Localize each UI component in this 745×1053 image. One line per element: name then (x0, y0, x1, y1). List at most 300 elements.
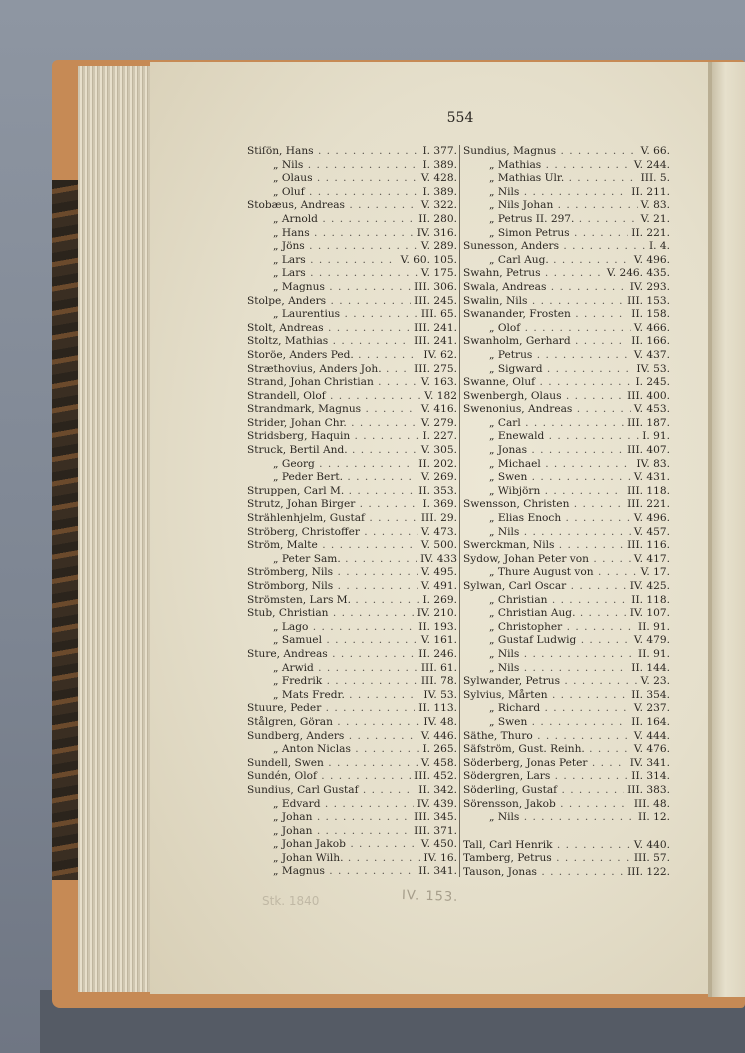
index-entry (247, 254, 457, 268)
entry-reference: V. 246. 435. (606, 267, 670, 280)
facing-page-edge (712, 62, 745, 997)
entry-reference: III. 187. (627, 416, 670, 429)
entry-reference: I. 4. (648, 240, 670, 253)
entry-reference: V. 237. (633, 702, 670, 715)
entry-reference: II. 91. (638, 620, 670, 633)
entry-reference: IV. 341. (629, 756, 670, 769)
entry-reference: V. 244. (633, 158, 670, 171)
entry-reference: IV. 48. (423, 715, 457, 728)
entry-name: „ Arnold . . . (247, 213, 415, 227)
entry-name: Stolpe, Anders . . . (247, 295, 411, 309)
entry-reference: V. 416. (420, 403, 457, 416)
entry-reference: III. 5. (640, 172, 670, 185)
entry-name: Strandmark, Magnus . . . (247, 403, 418, 417)
entry-name: Swanne, Oluf . . . (463, 376, 632, 390)
entry-name: „ Thure August von . . . (463, 566, 638, 580)
index-entry (247, 159, 457, 173)
index-entry (247, 417, 457, 431)
entry-reference: IV. 210. (416, 607, 457, 620)
entry-reference: V. 83. (640, 199, 670, 212)
index-entry (247, 322, 457, 336)
entry-name: „ Enewald . . . (463, 430, 639, 444)
entry-name: Strömborg, Nils . . . (247, 580, 418, 594)
entry-name: Struppen, Carl M. . . . (247, 485, 415, 499)
entry-name: „ Johan . . . (247, 811, 411, 825)
index-entry (463, 281, 670, 295)
entry-name: Swanholm, Gerhard . . . (463, 335, 628, 349)
entry-reference: II. 113. (418, 702, 457, 715)
index-column-left (247, 145, 457, 879)
index-entry (247, 743, 457, 757)
entry-name: Swensson, Christen . . . (463, 498, 624, 512)
entry-reference: V. 431. (633, 471, 670, 484)
entry-reference: III. 118. (627, 484, 670, 497)
index-entry (463, 539, 670, 553)
entry-reference: II. 342. (418, 783, 457, 796)
entry-name: „ Wibjörn . . . (463, 485, 624, 499)
index-entry (247, 580, 457, 594)
index-entry (463, 335, 670, 349)
entry-name: „ Carl . . . (463, 417, 624, 431)
entry-reference: V. 322. (420, 199, 457, 212)
entry-reference: V. 269. (420, 471, 457, 484)
entry-reference: V. 23. (640, 675, 670, 688)
entry-reference: V. 457. (633, 525, 670, 538)
entry-reference: IV. 16. (423, 851, 457, 864)
entry-reference: I. 389. (422, 185, 457, 198)
entry-name: Sylwander, Petrus . . . (463, 675, 638, 689)
index-entry (463, 607, 670, 621)
entry-name: „ Elias Enoch . . . (463, 512, 631, 526)
index-entry (247, 716, 457, 730)
entry-reference: III. 78. (420, 675, 457, 688)
entry-name: „ Arwid . . . (247, 662, 418, 676)
entry-name: „ Fredrik . . . (247, 675, 418, 689)
entry-reference: IV. 62. (423, 348, 457, 361)
entry-reference: V. 495. (420, 566, 457, 579)
entry-reference: III. 221. (627, 498, 670, 511)
entry-reference: II. 246. (418, 647, 457, 660)
index-entry (463, 199, 670, 213)
entry-reference: II. 91. (638, 647, 670, 660)
entry-reference: IV. 53. (423, 688, 457, 701)
entry-name: Swalin, Nils . . . (463, 295, 624, 309)
entry-name: Swenonius, Andreas . . . (463, 403, 631, 417)
entry-name: Stridsberg, Haquin . . . (247, 430, 419, 444)
entry-reference: V. 289. (420, 240, 457, 253)
entry-reference: V. 161. (420, 634, 457, 647)
entry-reference: V. 163. (420, 376, 457, 389)
index-entry (463, 227, 670, 241)
entry-name: Swahn, Petrus . . . (463, 267, 604, 281)
entry-reference: V. 175. (420, 267, 457, 280)
entry-name: Södergren, Lars . . . (463, 770, 628, 784)
index-entry (247, 213, 457, 227)
entry-name: Sydow, Johan Peter von . . . (463, 553, 631, 567)
entry-reference: I. 91. (642, 430, 670, 443)
entry-reference: III. 345. (414, 811, 457, 824)
entry-name: „ Nils . . . (463, 648, 635, 662)
entry-name: „ Peder Bert. . . . (247, 471, 418, 485)
entry-name: „ Lars . . . (247, 254, 398, 268)
index-entry (463, 566, 670, 580)
index-entry (247, 634, 457, 648)
entry-name: „ Richard . . . (463, 702, 631, 716)
entry-reference: V. 437. (633, 348, 670, 361)
index-entry (247, 349, 457, 363)
entry-name: „ Christopher . . . (463, 621, 635, 635)
index-entry (463, 757, 670, 771)
index-entry (247, 498, 457, 512)
index-entry (463, 267, 670, 281)
index-entry (463, 852, 670, 866)
entry-name: „ Magnus . . . (247, 865, 415, 879)
entry-name: „ Lars . . . (247, 267, 418, 281)
entry-name: Sundell, Swen . . . (247, 757, 418, 771)
index-entry (247, 621, 457, 635)
index-entry (463, 363, 670, 377)
entry-reference: III. 57. (633, 852, 670, 865)
index-entry (247, 825, 457, 839)
index-entry (463, 770, 670, 784)
index-entry (463, 376, 670, 390)
index-entry (247, 566, 457, 580)
entry-name: Sylwan, Carl Oscar . . . (463, 580, 627, 594)
index-entry (247, 675, 457, 689)
entry-name: „ Mathias . . . (463, 159, 631, 173)
index-entry (463, 172, 670, 186)
entry-name: „ Olof . . . (463, 322, 631, 336)
index-entry (247, 798, 457, 812)
entry-reference: I. 245. (635, 376, 670, 389)
entry-reference: III. 452. (414, 770, 457, 783)
index-entry (463, 553, 670, 567)
index-column-right (463, 145, 670, 879)
index-entry (463, 594, 670, 608)
entry-reference: V. 21. (640, 212, 670, 225)
entry-reference: III. 65. (420, 308, 457, 321)
index-entry (463, 240, 670, 254)
entry-reference: V. 473. (420, 525, 457, 538)
entry-reference: V. 496. (633, 512, 670, 525)
entry-name: „ Samuel . . . (247, 634, 418, 648)
entry-name: Swala, Andreas . . . (463, 281, 627, 295)
entry-reference: II. 280. (418, 212, 457, 225)
entry-reference: II. 193. (418, 620, 457, 633)
index-entry (247, 281, 457, 295)
entry-name: Stub, Christian . . . (247, 607, 414, 621)
index-entry (463, 430, 670, 444)
entry-reference: IV. 439. (416, 797, 457, 810)
index-entry (247, 730, 457, 744)
index-entry (247, 838, 457, 852)
entry-reference: III. 153. (627, 294, 670, 307)
entry-reference: II. 158. (631, 308, 670, 321)
entry-reference: V. 305. (420, 444, 457, 457)
entry-reference: II. 12. (638, 811, 670, 824)
index-entry (247, 757, 457, 771)
entry-name: Stålgren, Göran . . . (247, 716, 420, 730)
entry-name: „ Carl Aug. . . . (463, 254, 631, 268)
entry-name: Strömsten, Lars M. . . . (247, 594, 419, 608)
entry-name: „ Peter Sam. . . . (247, 553, 417, 567)
index-entry (247, 662, 457, 676)
index-entry (463, 444, 670, 458)
entry-reference: I. 389. (422, 158, 457, 171)
entry-name: „ Johan . . . (247, 825, 411, 839)
index-entry (463, 390, 670, 404)
index-entry (463, 662, 670, 676)
entry-reference: V. 466. (633, 321, 670, 334)
index-entry (247, 607, 457, 621)
entry-reference: I. 377. (422, 145, 457, 157)
entry-reference: III. 48. (633, 797, 670, 810)
entry-name: „ Nils . . . (463, 811, 635, 825)
entry-name: „ Lago . . . (247, 621, 415, 635)
index-entry (247, 512, 457, 526)
entry-name: „ Swen . . . (463, 471, 631, 485)
entry-reference: V. 417. (633, 552, 670, 565)
index-entry (463, 716, 670, 730)
entry-name: Sunesson, Anders . . . (463, 240, 646, 254)
entry-name: „ Michael . . . (463, 458, 633, 472)
entry-name: Sture, Andreas . . . (247, 648, 415, 662)
entry-name: „ Magnus . . . (247, 281, 411, 295)
index-entry (463, 730, 670, 744)
entry-reference: V. 458. (420, 756, 457, 769)
index-entry (247, 553, 457, 567)
entry-name: Struck, Bertil And. . . . (247, 444, 418, 458)
index-entry (247, 390, 457, 404)
index-entry (247, 648, 457, 662)
index-entry (463, 322, 670, 336)
index-entry (463, 784, 670, 798)
entry-reference: V. 428. (420, 172, 457, 185)
entry-reference: II. 166. (631, 335, 670, 348)
entry-reference: II. 118. (631, 593, 670, 606)
entry-reference: II. 221. (631, 226, 670, 239)
index-entry (247, 852, 457, 866)
index-entry (463, 866, 670, 880)
entry-name: „ Mats Fredr. . . . (247, 689, 420, 703)
index-entry (247, 403, 457, 417)
page-number: 554 (446, 110, 474, 126)
entry-name: Tall, Carl Henrik . . . (463, 839, 631, 853)
index-entry (463, 526, 670, 540)
entry-name: Storöe, Anders Ped. . . . (247, 349, 420, 363)
entry-name: Sundberg, Anders . . . (247, 730, 418, 744)
entry-name: Säthe, Thuro . . . (463, 730, 631, 744)
entry-reference: I. 265. (422, 743, 457, 756)
index-entry (247, 308, 457, 322)
entry-reference: III. 275. (414, 362, 457, 375)
index-entry (463, 485, 670, 499)
entry-name: Stoltz, Mathias . . . (247, 335, 411, 349)
entry-reference: IV. 425. (629, 580, 670, 592)
index-entry (463, 743, 670, 757)
entry-name: „ Gustaf Ludwig . . . (463, 634, 631, 648)
entry-reference: V. 476. (633, 743, 670, 756)
entry-reference: II. 354. (631, 688, 670, 701)
entry-reference: II. 341. (418, 865, 457, 878)
entry-reference: II. 144. (631, 661, 670, 674)
index-entry (463, 580, 670, 594)
entry-reference: III. 61. (420, 661, 457, 674)
entry-reference: V. 17. (640, 566, 670, 579)
entry-name: „ Johan Jakob . . . (247, 838, 418, 852)
entry-name: „ Swen . . . (463, 716, 628, 730)
entry-name: Strutz, Johan Birger . . . (247, 498, 419, 512)
entry-name: Swerckman, Nils . . . (463, 539, 624, 553)
entry-name: „ Mathias Ulr. . . . (463, 172, 638, 186)
entry-name: „ Johan Wilh. . . . (247, 852, 420, 866)
index-entry (463, 798, 670, 812)
entry-name: „ Georg . . . (247, 458, 415, 472)
entry-name: Strider, Johan Chr. . . . (247, 417, 418, 431)
entry-name: „ Jonas . . . (463, 444, 624, 458)
entry-reference: IV. 107. (629, 607, 670, 620)
entry-reference: V. 444. (633, 729, 670, 742)
index-entry (463, 498, 670, 512)
index-entry (247, 865, 457, 879)
entry-reference: V. 491. (420, 580, 457, 592)
entry-name: Stræthovius, Anders Joh. . . . (247, 363, 411, 377)
index-entry (463, 811, 670, 825)
entry-name: Stiſön, Hans . . . (247, 145, 419, 159)
index-entry (463, 403, 670, 417)
index-entry (463, 702, 670, 716)
index-entry (463, 689, 670, 703)
index-entry (463, 634, 670, 648)
entry-name: Sylvius, Mårten . . . (463, 689, 628, 703)
entry-reference: II. 164. (631, 715, 670, 728)
entry-name: „ Nils . . . (463, 526, 631, 540)
index-entry (247, 335, 457, 349)
entry-name: „ Christian . . . (463, 594, 628, 608)
index-entry (463, 213, 670, 227)
entry-reference: V. 182 (424, 389, 457, 402)
index-entry (247, 526, 457, 540)
entry-name: „ Nils . . . (463, 186, 628, 200)
index-entry (247, 199, 457, 213)
entry-name: Sundius, Magnus . . . (463, 145, 638, 159)
entry-reference: V. 66. (640, 145, 670, 157)
entry-reference: III. 241. (414, 321, 457, 334)
index-entry (247, 227, 457, 241)
entry-name: Swanander, Frosten . . . (463, 308, 628, 322)
entry-name: Ström, Malte . . . (247, 539, 418, 553)
entry-name: „ Hans . . . (247, 227, 414, 241)
entry-name: „ Olaus . . . (247, 172, 418, 186)
index-entry (463, 159, 670, 173)
page-edges (78, 66, 150, 992)
index-entry (463, 621, 670, 635)
entry-reference: IV. 53. (636, 362, 670, 375)
index-entry (247, 458, 457, 472)
entry-name: Tauson, Jonas . . . (463, 866, 624, 880)
index-entry (247, 485, 457, 499)
index-entry (247, 811, 457, 825)
entry-reference: III. 241. (414, 335, 457, 348)
entry-name: Stolt, Andreas . . . (247, 322, 411, 336)
section-gap (463, 825, 670, 839)
index-entry (247, 770, 457, 784)
entry-name: Sundius, Carl Gustaf . . . (247, 784, 415, 798)
entry-name: „ Christian Aug. . . . (463, 607, 627, 621)
pencil-annotation-left: Stk. 1840 (262, 894, 320, 908)
entry-name: „ Nils Johan . . . (463, 199, 638, 213)
marbled-spine (52, 180, 78, 880)
index-entry (463, 839, 670, 853)
index-entry (247, 594, 457, 608)
entry-reference: V. 500. (420, 539, 457, 552)
entry-name: „ Simon Petrus . . . (463, 227, 628, 241)
entry-name: Strand, Johan Christian . . . (247, 376, 418, 390)
index-entry (463, 458, 670, 472)
index-entry (463, 471, 670, 485)
entry-reference: IV. 293. (629, 280, 670, 293)
index-entry (247, 363, 457, 377)
entry-name: „ Nils . . . (463, 662, 628, 676)
entry-reference: III. 116. (627, 539, 670, 552)
index-entry (463, 675, 670, 689)
entry-reference: IV. 83. (636, 457, 670, 470)
index-entry (247, 295, 457, 309)
index-entry (247, 702, 457, 716)
entry-name: „ Anton Niclas . . . (247, 743, 419, 757)
entry-name: Swenbergh, Olaus . . . (463, 390, 624, 404)
index-entry (247, 444, 457, 458)
index-entry (463, 512, 670, 526)
index-entry (463, 186, 670, 200)
entry-reference: IV. 433 (420, 552, 457, 565)
index-entry (463, 145, 670, 159)
index-entry (247, 784, 457, 798)
index-entry (247, 689, 457, 703)
entry-reference: V. 446. (420, 729, 457, 742)
index-entry (247, 186, 457, 200)
index-entry (247, 471, 457, 485)
entry-reference: V. 440. (633, 838, 670, 851)
index-entry (463, 254, 670, 268)
entry-name: „ Oluf . . . (247, 186, 419, 200)
entry-name: „ Petrus II. 297. . . . (463, 213, 638, 227)
entry-reference: III. 383. (627, 783, 670, 796)
index-entry (247, 267, 457, 281)
entry-reference: IV. 316. (416, 226, 457, 239)
pencil-annotation: IV. 153. (401, 888, 459, 905)
index-entry (463, 295, 670, 309)
entry-name: „ Petrus . . . (463, 349, 631, 363)
entry-reference: I. 369. (422, 498, 457, 511)
entry-name: „ Edvard . . . (247, 798, 414, 812)
entry-reference: I. 269. (422, 593, 457, 606)
index-entry (463, 349, 670, 363)
entry-reference: V. 60. 105. (400, 253, 457, 266)
entry-name: „ Laurentius . . . (247, 308, 418, 322)
index-entry (247, 539, 457, 553)
entry-reference: I. 227. (422, 430, 457, 443)
entry-reference: II. 211. (631, 185, 670, 198)
entry-reference: II. 353. (418, 484, 457, 497)
index-entry (247, 376, 457, 390)
entry-name: Strömberg, Nils . . . (247, 566, 418, 580)
entry-name: Tamberg, Petrus . . . (463, 852, 631, 866)
entry-name: Strählenhjelm, Gustaf . . . (247, 512, 418, 526)
index-entry (247, 145, 457, 159)
entry-name: Ströberg, Christoffer . . . (247, 526, 418, 540)
entry-name: Stuure, Peder . . . (247, 702, 415, 716)
